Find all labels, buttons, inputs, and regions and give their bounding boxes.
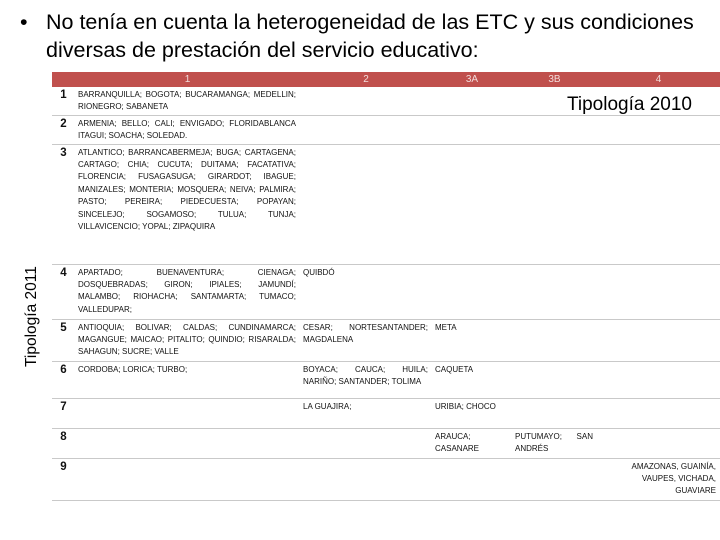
row-number: 9 (52, 458, 75, 500)
header-cell-2: 2 (300, 72, 432, 87)
table-cell (432, 458, 512, 500)
table-row (52, 87, 720, 115)
tipologia-table-container (52, 72, 720, 512)
header-cell-3a: 3A (432, 72, 512, 87)
table-cell (300, 115, 432, 144)
table-cell (597, 264, 720, 319)
table-cell (75, 458, 300, 500)
table-row (52, 144, 720, 264)
table-cell: ARAUCA; CASANARE (432, 428, 512, 458)
table-cell (597, 87, 720, 115)
table-cell: ARMENIA; BELLO; CALI; ENVIGADO; FLORIDABLANCA ITAGUI; SOACHA; SOLEDAD. (75, 115, 300, 144)
table-cell (512, 144, 597, 264)
table-cell: AMAZONAS, GUAINÍA, VAUPES, VICHADA, GUAVIARE (597, 458, 720, 500)
table-header-row (52, 72, 720, 87)
row-number: 1 (52, 87, 75, 115)
table-cell: BARRANQUILLA; BOGOTA; BUCARAMANGA; MEDELLIN; RIONEGRO; SABANETA (75, 87, 300, 115)
table-cell: CORDOBA; LORICA; TURBO; (75, 361, 300, 398)
table-row (52, 115, 720, 144)
table-cell (75, 428, 300, 458)
table-cell: CAQUETA (432, 361, 512, 398)
tipologia-2011-label: Tipología 2011 (23, 266, 40, 367)
header-cell-3b: 3B (512, 72, 597, 87)
table-cell (432, 264, 512, 319)
table-cell (512, 398, 597, 428)
table-cell (512, 319, 597, 361)
table-row (52, 428, 720, 458)
tipologia-table (52, 72, 720, 501)
table-cell: LA GUAJIRA; (300, 398, 432, 428)
slide-title-text: No tenía en cuenta la heterogeneidad de las ETC y sus condiciones diversas de prestación del servicio educativo: (46, 10, 694, 62)
row-number: 4 (52, 264, 75, 319)
header-cell-1: 1 (75, 72, 300, 87)
table-cell: APARTADO; BUENAVENTURA; CIENAGA; DOSQUEBRADAS; GIRON; IPIALES; JAMUNDÍ; MALAMBO; RIOHACHA; SANTAMARTA; TUMACO; VALLEDUPAR; (75, 264, 300, 319)
row-number: 5 (52, 319, 75, 361)
table-cell (512, 458, 597, 500)
table-cell (512, 264, 597, 319)
row-number: 3 (52, 144, 75, 264)
table-cell (597, 319, 720, 361)
table-cell (300, 87, 432, 115)
row-number: 7 (52, 398, 75, 428)
row-number: 8 (52, 428, 75, 458)
table-cell (432, 144, 512, 264)
row-number: 2 (52, 115, 75, 144)
table-cell (597, 115, 720, 144)
table-row (52, 264, 720, 319)
table-row (52, 458, 720, 500)
table-cell (300, 458, 432, 500)
table-cell (75, 398, 300, 428)
table-cell (300, 428, 432, 458)
table-row (52, 361, 720, 398)
bullet: • (20, 10, 28, 34)
table-cell (512, 87, 597, 115)
table-cell (512, 115, 597, 144)
table-cell (597, 398, 720, 428)
table-cell (597, 144, 720, 264)
table-cell: BOYACA; CAUCA; HUILA; NARIÑO; SANTANDER; TOLIMA (300, 361, 432, 398)
table-cell: ANTIOQUIA; BOLIVAR; CALDAS; CUNDINAMARCA; MAGANGUE; MAICAO; PITALITO; QUINDIO; RISARALDA; SAHAGUN; SUCRE; VALLE (75, 319, 300, 361)
table-cell (512, 361, 597, 398)
table-cell (300, 144, 432, 264)
table-row (52, 398, 720, 428)
table-cell (432, 115, 512, 144)
row-number: 6 (52, 361, 75, 398)
header-cell-corner (52, 72, 75, 87)
table-cell (597, 428, 720, 458)
slide-title (20, 8, 710, 64)
header-cell-4: 4 (597, 72, 720, 87)
table-cell: META (432, 319, 512, 361)
tipologia-2010-label: Tipología 2010 (566, 94, 692, 115)
table-cell (597, 361, 720, 398)
table-cell: URIBIA; CHOCO (432, 398, 512, 428)
table-row (52, 319, 720, 361)
table-cell: PUTUMAYO; SAN ANDRÉS (512, 428, 597, 458)
table-cell: ATLANTICO; BARRANCABERMEJA; BUGA; CARTAGENA; CARTAGO; CHIA; CUCUTA; DUITAMA; FACATATIVA; FLORENCIA; FUSAGASUGA; GIRARDOT; IBAGUE; MANIZALES; MONTERIA; MOSQUERA; NEIVA; PALMIRA; PASTO; PEREIRA; PIEDECUESTA; POPAYAN; SINCELEJO; SOGAMOSO; TULUA; TUNJA; VILLAVICENCIO; YOPAL; ZIPAQUIRA (75, 144, 300, 264)
table-cell (432, 87, 512, 115)
table-cell: CESAR; NORTESANTANDER; MAGDALENA (300, 319, 432, 361)
tipologia-table-body (52, 72, 720, 500)
table-cell: QUIBDÓ (300, 264, 432, 319)
